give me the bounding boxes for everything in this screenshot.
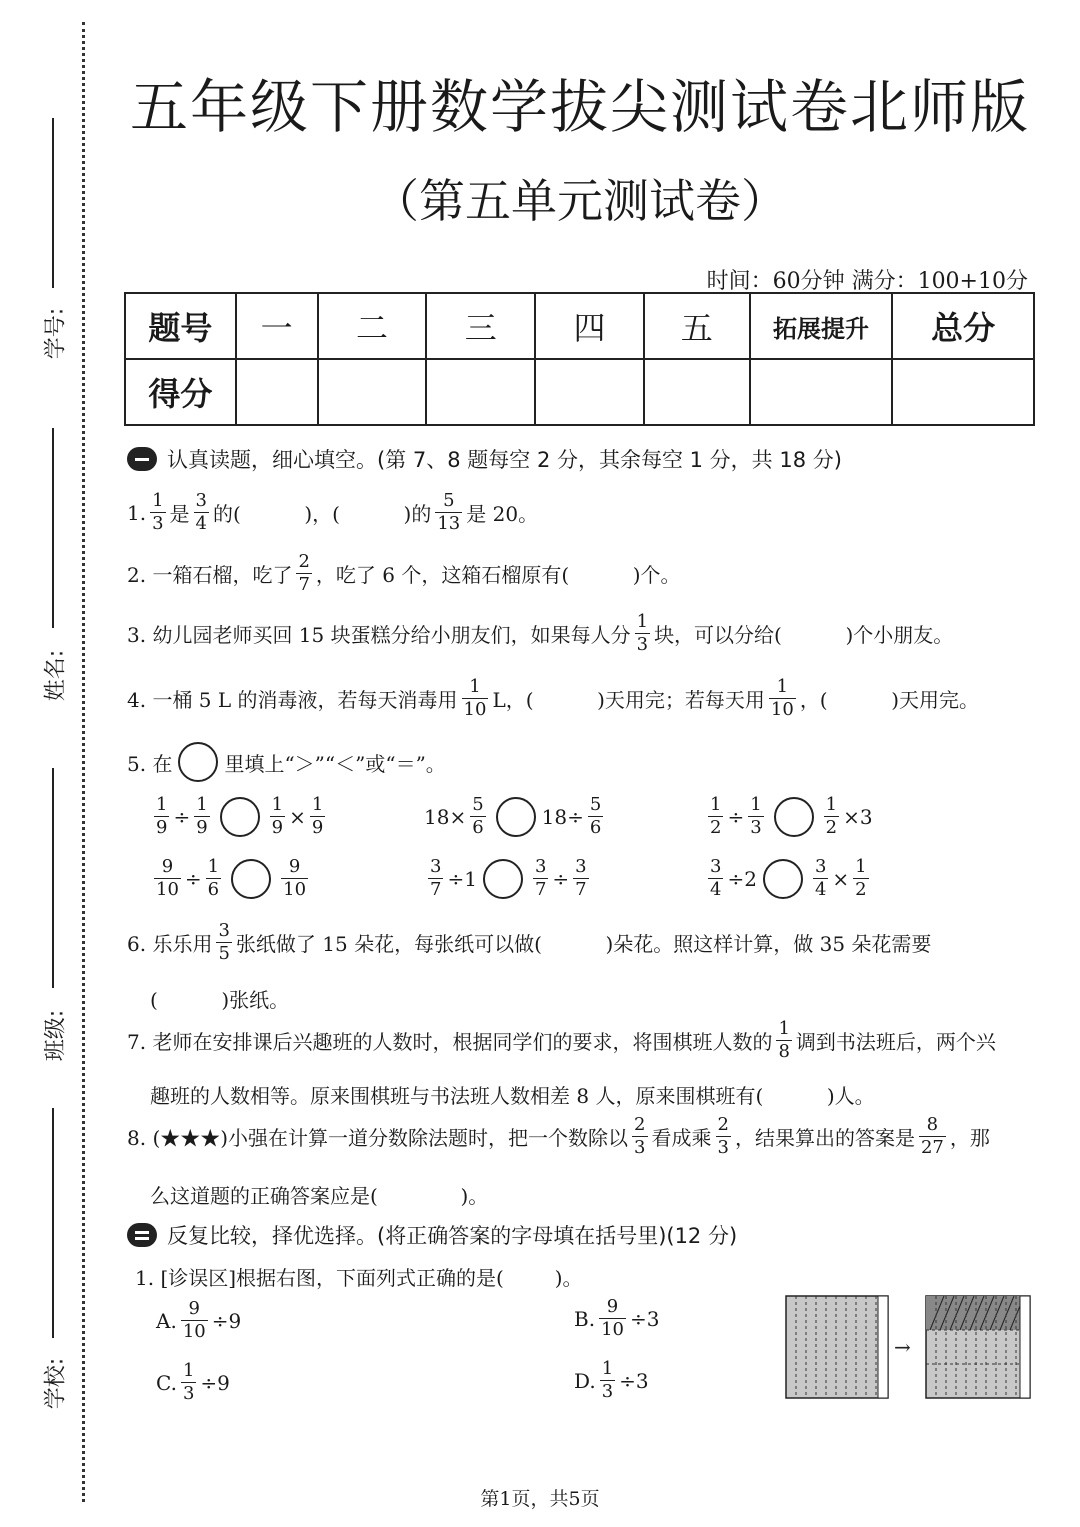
compare-circle[interactable] — [483, 859, 523, 899]
section-two-icon — [127, 1223, 157, 1247]
question-7: 7. 老师在安排课后兴趣班的人数时，根据同学们的要求，将围棋班人数的 $\frac{1}{8}$ 调到书法班后，两个兴 — [127, 1018, 996, 1062]
answer-blank[interactable]: L，( )天用完；若每天用 — [492, 688, 765, 712]
score-table — [124, 292, 1035, 426]
compare-item: $\frac{3}{7}$ ÷1 $\frac{3}{7}$ ÷ $\frac{3}{7}$ — [430, 856, 587, 900]
compare-circle[interactable] — [496, 797, 536, 837]
score-input-cell[interactable] — [892, 359, 1034, 425]
answer-blank[interactable]: 的( )，( )的 — [213, 502, 432, 526]
compare-circle[interactable] — [220, 797, 260, 837]
score-input-cell[interactable] — [535, 359, 644, 425]
name-label: 姓名: — [43, 649, 69, 702]
answer-blank[interactable]: 块，可以分给( )个小朋友。 — [654, 623, 954, 647]
answer-blank[interactable]: 张纸做了 15 朵花，每张纸可以做( )朵花。照这样计算，做 35 朵花需要 — [235, 932, 932, 956]
fraction-figure — [784, 1292, 1034, 1402]
score-header-cell: 一 — [236, 293, 318, 359]
s2-question-1[interactable]: 1. [诊误区]根据右图，下面列式正确的是( )。 — [135, 1266, 583, 1290]
class-label: 班级: — [43, 1009, 69, 1062]
compare-circle[interactable] — [763, 859, 803, 899]
answer-blank[interactable]: ，( )天用完。 — [799, 688, 979, 712]
score-header-cell: 总分 — [892, 293, 1034, 359]
option-a[interactable]: A. $\frac{9}{10}$ ÷9 — [156, 1298, 242, 1342]
name-line — [52, 428, 54, 628]
question-6-line2[interactable]: ( )张纸。 — [150, 988, 290, 1012]
question-7-line2[interactable]: 趣班的人数相等。原来围棋班与书法班人数相差 8 人，原来围棋班有( )人。 — [150, 1084, 875, 1108]
answer-blank[interactable]: ，吃了 6 个，这箱石榴原有( )个。 — [315, 563, 681, 587]
class-line — [52, 768, 54, 988]
question-3: 3. 幼儿园老师买回 15 块蛋糕分给小朋友们，如果每人分 $\frac{1}{3}$ 块，可以分给( )个小朋友。 — [127, 611, 954, 655]
question-8-line2[interactable]: 么这道题的正确答案应是( )。 — [150, 1184, 489, 1208]
compare-circle[interactable] — [231, 859, 271, 899]
compare-circle-icon — [178, 742, 218, 782]
score-input-cell[interactable] — [750, 359, 893, 425]
question-1: 1. $\frac{1}{3}$ 是 $\frac{3}{4}$ 的( )，( )的 $\frac{5}{13}$ 是 20。 — [127, 490, 539, 534]
question-8: 8. (★★★)小强在计算一道分数除法题时，把一个数除以 $\frac{2}{3}$ 看成乘 $\frac{2}{3}$ ，结果算出的答案是 $\frac{8}{27}$ ，那 — [127, 1114, 990, 1158]
page-title: 五年级下册数学拔尖测试卷北师版 — [129, 73, 1030, 141]
option-c[interactable]: C. $\frac{1}{3}$ ÷9 — [156, 1360, 230, 1404]
student-no-label: 学号: — [43, 307, 69, 360]
score-row-label: 得分 — [125, 359, 236, 425]
section2-heading: 反复比较，择优选择。(将正确答案的字母填在括号里)(12 分) — [127, 1220, 737, 1250]
left-rectangle — [786, 1296, 888, 1398]
score-input-cell[interactable] — [318, 359, 427, 425]
score-header-cell: 五 — [644, 293, 750, 359]
right-rectangle — [926, 1296, 1030, 1398]
page-footer: 第1页，共5页 — [480, 1488, 600, 1510]
compare-item: 18× $\frac{5}{6}$ 18÷ $\frac{5}{6}$ — [424, 794, 602, 838]
section-one-icon — [127, 447, 157, 471]
question-2: 2. 一箱石榴，吃了 $\frac{2}{7}$ ，吃了 6 个，这箱石榴原有( )个。 — [127, 551, 681, 595]
compare-item: $\frac{1}{9}$ ÷ $\frac{1}{9}$ $\frac{1}{9}$ × $\frac{1}{9}$ — [156, 794, 324, 838]
score-input-cell[interactable] — [236, 359, 318, 425]
score-header-cell: 三 — [426, 293, 535, 359]
question-6: 6. 乐乐用 $\frac{3}{5}$ 张纸做了 15 朵花，每张纸可以做( )朵花。照这样计算，做 35 朵花需要 — [127, 920, 932, 964]
section1-heading: 认真读题，细心填空。(第 7、8 题每空 2 分，其余每空 1 分，共 18 分) — [127, 444, 842, 474]
school-line — [52, 1108, 54, 1338]
compare-item: $\frac{9}{10}$ ÷ $\frac{1}{6}$ $\frac{9}{10}$ — [156, 856, 307, 900]
compare-item: $\frac{1}{2}$ ÷ $\frac{1}{3}$ $\frac{1}{2}$ ×3 — [710, 794, 873, 838]
binding-dotted-line — [82, 22, 85, 1502]
arrow-icon: → — [894, 1335, 911, 1359]
compare-item: $\frac{3}{4}$ ÷2 $\frac{3}{4}$ × $\frac{1}{2}$ — [710, 856, 867, 900]
student-no-line — [52, 118, 54, 288]
score-header-cell: 拓展提升 — [750, 293, 893, 359]
score-input-cell[interactable] — [644, 359, 750, 425]
score-header-cell: 四 — [535, 293, 644, 359]
score-header-cell: 题号 — [125, 293, 236, 359]
option-d[interactable]: D. $\frac{1}{3}$ ÷3 — [574, 1358, 649, 1402]
option-b[interactable]: B. $\frac{9}{10}$ ÷3 — [574, 1296, 660, 1340]
school-label: 学校: — [43, 1357, 69, 1410]
score-input-cell[interactable] — [426, 359, 535, 425]
page-subtitle: （第五单元测试卷） — [373, 174, 787, 228]
score-header-cell: 二 — [318, 293, 427, 359]
question-5: 5. 在 里填上“＞”“＜”或“＝”。 — [127, 742, 446, 782]
exam-meta: 时间：60分钟 满分：100+10分 — [706, 269, 1028, 294]
compare-circle[interactable] — [774, 797, 814, 837]
question-4: 4. 一桶 5 L 的消毒液，若每天消毒用 $\frac{1}{10}$ L，( )天用完；若每天用 $\frac{1}{10}$ ，( )天用完。 — [127, 676, 979, 720]
